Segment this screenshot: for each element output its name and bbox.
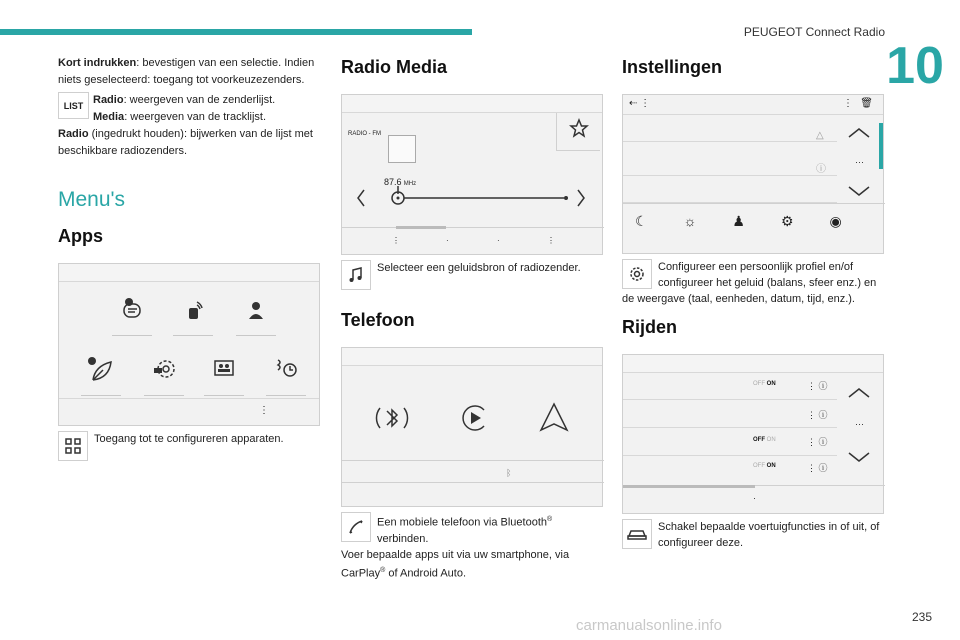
star-icon [557, 113, 601, 151]
apps-grid-icon [58, 431, 88, 461]
app-chat-icon[interactable] [112, 292, 152, 336]
switch-1[interactable]: OFF ON [753, 381, 776, 387]
menus-heading: Menu's [58, 188, 126, 211]
theme-icon: ☾ [635, 213, 648, 229]
privacy-icon: ◉ [829, 213, 842, 229]
list-icon: LIST [58, 92, 89, 119]
watermark: carmanualsonline.info [576, 617, 722, 634]
column-3 [622, 55, 887, 551]
phone-icon [341, 512, 371, 542]
settings-caption: Configureer een persoonlijk profiel en/of configureer het geluid (balans, sfeer enz.) en [622, 259, 887, 291]
more-icon[interactable]: ⋮ [843, 98, 853, 109]
column-2 [341, 55, 606, 581]
more-icon[interactable]: ⋮ [259, 405, 269, 416]
menu-dots-1[interactable]: ⋮ [392, 236, 400, 245]
column-1 [58, 55, 323, 461]
scroll-up-icon[interactable] [847, 127, 871, 139]
short-press-text: Kort indrukken: bevestigen van een selectie. Indien niets geselecteerd: toegang tot voorkeuzezenders. [58, 57, 315, 86]
carplay-icon[interactable] [454, 398, 494, 438]
car-icon [622, 519, 652, 549]
scroll-down-icon[interactable] [847, 451, 871, 463]
settings-tabs[interactable] [635, 213, 842, 230]
apps-caption: Toegang tot te configureren apparaten. [58, 431, 323, 461]
chapter-number: 10 [886, 37, 944, 95]
radio-screen: RADIO - FM 87.6 MHz ⋮ · · ⋮ [341, 94, 603, 255]
profile-icon: ♟ [732, 213, 745, 229]
app-connect-icon[interactable] [173, 292, 213, 336]
switch-3[interactable]: OFF ON [753, 463, 776, 469]
radio-caption: Selecteer een geluidsbron of radiozender. [341, 260, 606, 290]
radio-band-label: RADIO - FM [348, 131, 381, 137]
page-number: 235 [911, 610, 932, 624]
rijden-heading: Rijden [622, 317, 678, 337]
driving-caption: Schakel bepaalde voertuigfuncties in of uit, of configureer deze. [622, 519, 887, 551]
switch-2[interactable]: OFF ON [753, 437, 776, 443]
trash-icon[interactable]: 🗑 [860, 98, 873, 109]
bluetooth-status-icon: ᛒ [506, 468, 512, 478]
bluetooth-icon[interactable] [372, 398, 412, 438]
settings-screen: ⇠ ⋮ ⋮ 🗑 △ ⓘ ··· ☾ ☼ ♟ ⚙ ◉ [622, 94, 884, 254]
radio-media-heading: Radio Media [341, 57, 448, 77]
header-title: PEUGEOT Connect Radio [743, 25, 885, 39]
app-settings-icon[interactable] [144, 352, 184, 396]
note-icon [341, 260, 371, 290]
brightness-icon: ☼ [683, 213, 697, 229]
radio-hold-text: Radio (ingedrukt houden): bijwerken van de lijst met beschikbare radiozenders. [58, 128, 313, 157]
telefoon-heading: Telefoon [341, 310, 415, 330]
scroll-down-icon[interactable] [847, 185, 871, 197]
driving-screen: OFF ON ⋮ ⓘ ⋮ ⓘ OFF ON ⋮ ⓘ OFF ON ⋮ ⓘ ··· · [622, 354, 884, 514]
app-contacts-icon[interactable] [204, 352, 244, 396]
android-auto-icon[interactable] [534, 398, 574, 438]
gear-icon [622, 259, 652, 289]
frequency-display: 87.6 MHz [384, 177, 417, 187]
phone-screen [341, 347, 603, 507]
apps-screen [58, 263, 320, 426]
instellingen-heading: Instellingen [622, 57, 723, 77]
apps-heading: Apps [58, 226, 103, 246]
phone-caption: Een mobiele telefoon via Bluetooth® verbinden. [341, 512, 606, 547]
favorite-button[interactable] [556, 113, 600, 151]
accent-bar [0, 29, 472, 35]
app-climate-icon[interactable] [266, 352, 306, 396]
menu-dots-2[interactable]: ⋮ [547, 236, 555, 245]
scroll-up-icon[interactable] [847, 387, 871, 399]
app-eco-icon[interactable] [81, 352, 121, 396]
tuner-slider[interactable] [342, 183, 604, 213]
system-icon: ⚙ [780, 213, 794, 229]
back-icon[interactable]: ⇠ ⋮ [629, 98, 651, 109]
phone-apps-text: Voer bepaalde apps uit via uw smartphone, via CarPlay® of Android Auto. [341, 548, 570, 580]
settings-caption-cont: de weergave (taal, eenheden, datum, tijd, enz.). [622, 293, 855, 305]
list-description: Radio: weergeven van de zenderlijst. Media: weergeven van de tracklijst. [93, 94, 276, 123]
album-art [388, 135, 416, 163]
app-profile-icon[interactable] [236, 292, 276, 336]
